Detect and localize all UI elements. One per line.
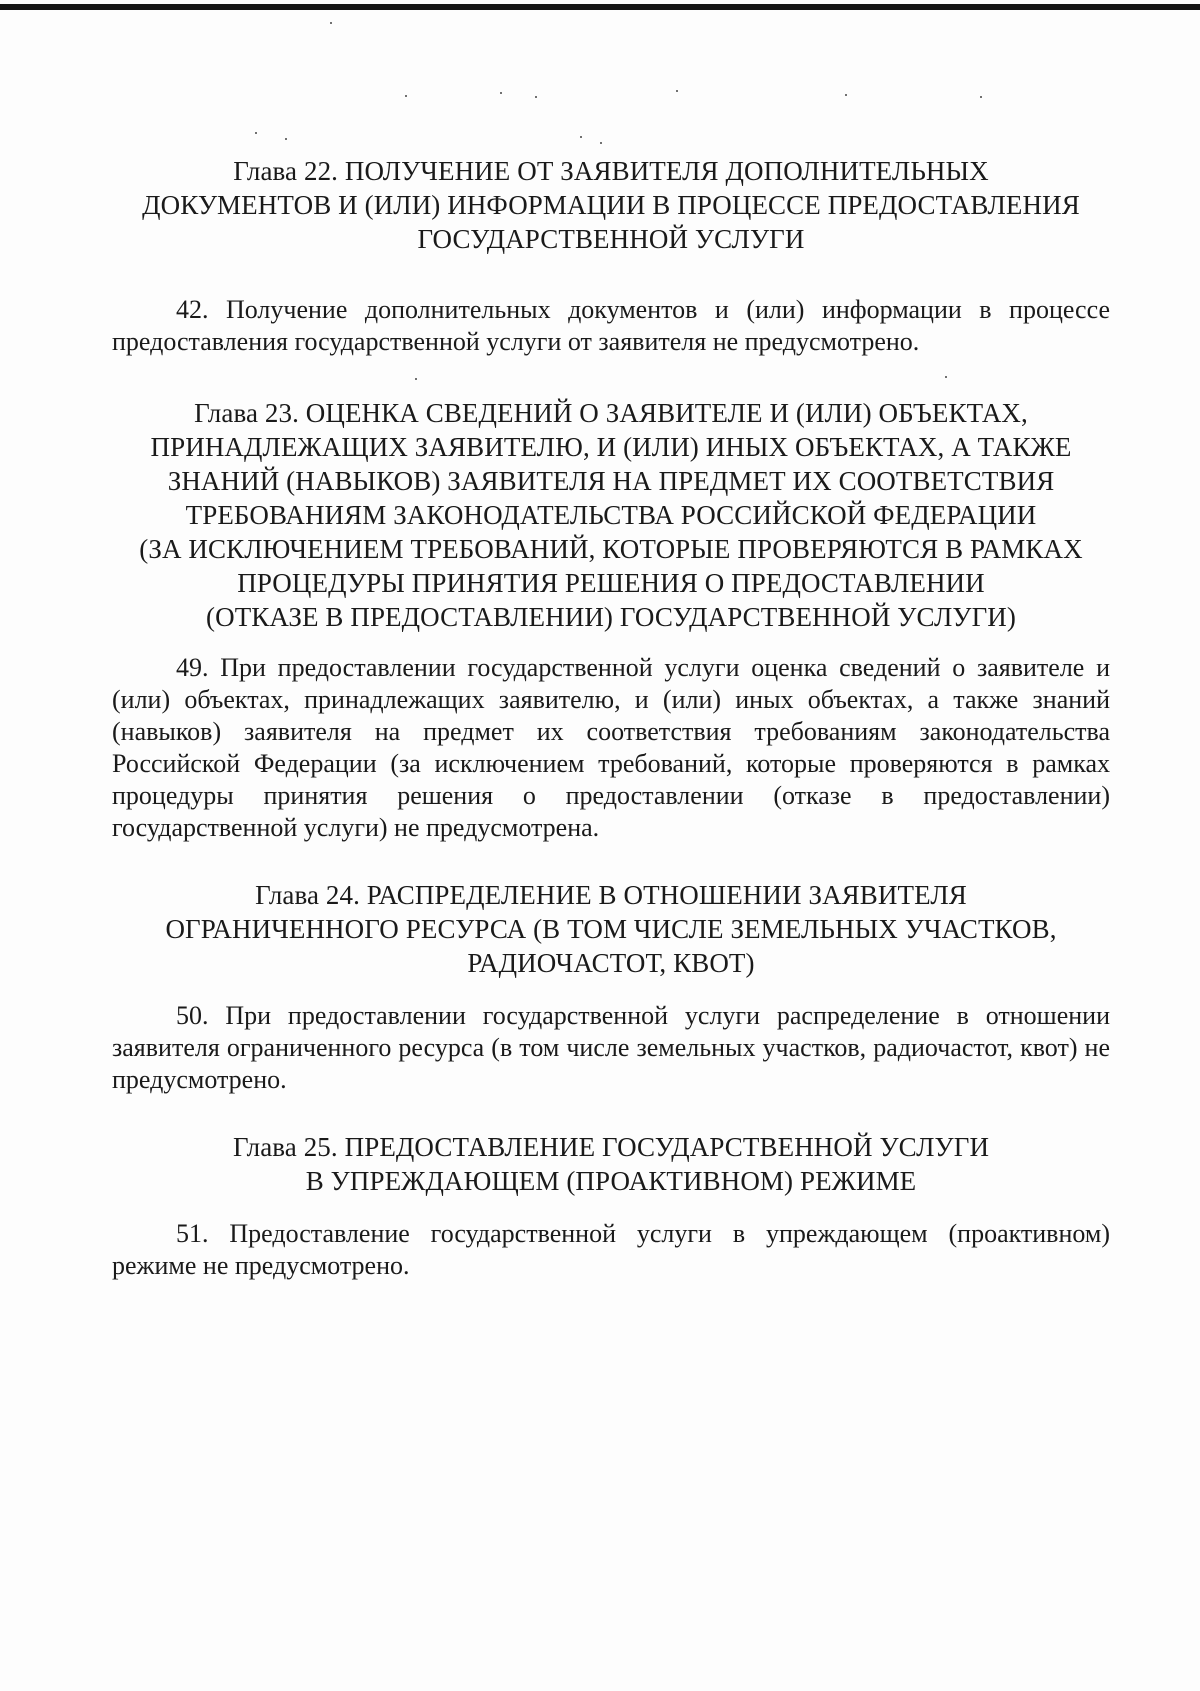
scan-speck <box>500 92 502 94</box>
scan-speck <box>845 94 847 96</box>
scan-speck <box>580 136 582 138</box>
chapter-25-heading: Глава 25. ПРЕДОСТАВЛЕНИЕ ГОСУДАРСТВЕННОЙ УСЛУГИ В УПРЕЖДАЮЩЕМ (ПРОАКТИВНОМ) РЕЖИМЕ <box>232 1132 990 1196</box>
chapter-24-heading: Глава 24. РАСПРЕДЕЛЕНИЕ В ОТНОШЕНИИ ЗАЯВИТЕЛЯ ОГРАНИЧЕННОГО РЕСУРСА (В ТОМ ЧИСЛЕ ЗЕМЕЛЬНЫХ УЧАСТКОВ, РАДИОЧАСТОТ, КВОТ) <box>165 880 1057 978</box>
scan-speck <box>405 95 407 97</box>
scan-speck <box>285 138 287 140</box>
paragraph-49: 49. При предоставлении государственной услуги оценка сведений о заявителе и (или) объектах, принадлежащих заявителю, и (или) иных объектах, а также знаний (навыков) заявителя на предмет их соответствия требованиям законодательства Российской Федерации (за исключением требований, которые проверяются в рамках процедуры принятия решения о предоставлении (отказе в предоставлении) государственной услуги) не предусмотрена. <box>112 653 1110 842</box>
scan-top-edge <box>0 4 1200 10</box>
scan-speck <box>980 96 982 98</box>
chapter-22-heading: Глава 22. ПОЛУЧЕНИЕ ОТ ЗАЯВИТЕЛЯ ДОПОЛНИТЕЛЬНЫХ ДОКУМЕНТОВ И (ИЛИ) ИНФОРМАЦИИ В ПРОЦЕССЕ ПРЕДОСТАВЛЕНИЯ ГОСУДАРСТВЕННОЙ УСЛУГИ <box>142 156 1080 254</box>
scan-speck <box>600 142 602 144</box>
scan-speck <box>255 132 257 134</box>
paragraph-51: 51. Предоставление государственной услуги в упреждающем (проактивном) режиме не предусмотрено. <box>112 1219 1110 1280</box>
document-body <box>112 154 1110 1282</box>
scan-speck <box>676 90 678 92</box>
chapter-23-heading: Глава 23. ОЦЕНКА СВЕДЕНИЙ О ЗАЯВИТЕЛЕ И (ИЛИ) ОБЪЕКТАХ, ПРИНАДЛЕЖАЩИХ ЗАЯВИТЕЛЮ, И (ИЛИ) ИНЫХ ОБЪЕКТАХ, А ТАКЖЕ ЗНАНИЙ (НАВЫКОВ) ЗАЯВИТЕЛЯ НА ПРЕДМЕТ ИХ СООТВЕТСТВИЯ ТРЕБОВАНИЯМ ЗАКОНОДАТЕЛЬСТВА РОССИЙСКОЙ ФЕДЕРАЦИИ (ЗА ИСКЛЮЧЕНИЕМ ТРЕБОВАНИЙ, КОТОРЫЕ ПРОВЕРЯЮТСЯ В РАМКАХ ПРОЦЕДУРЫ ПРИНЯТИЯ РЕШЕНИЯ О ПРЕДОСТАВЛЕНИИ (ОТКАЗЕ В ПРЕДОСТАВЛЕНИИ) ГОСУДАРСТВЕННОЙ УСЛУГИ) <box>139 398 1083 632</box>
paragraph-42: 42. Получение дополнительных документов и (или) информации в процессе предоставления государственной услуги от заявителя не предусмотрено. <box>112 295 1110 356</box>
scan-speck <box>330 22 332 24</box>
scan-speck <box>535 96 537 98</box>
paragraph-50: 50. При предоставлении государственной услуги распределение в отношении заявителя ограниченного ресурса (в том числе земельных участков, радиочастот, квот) не предусмотрено. <box>112 1001 1110 1094</box>
